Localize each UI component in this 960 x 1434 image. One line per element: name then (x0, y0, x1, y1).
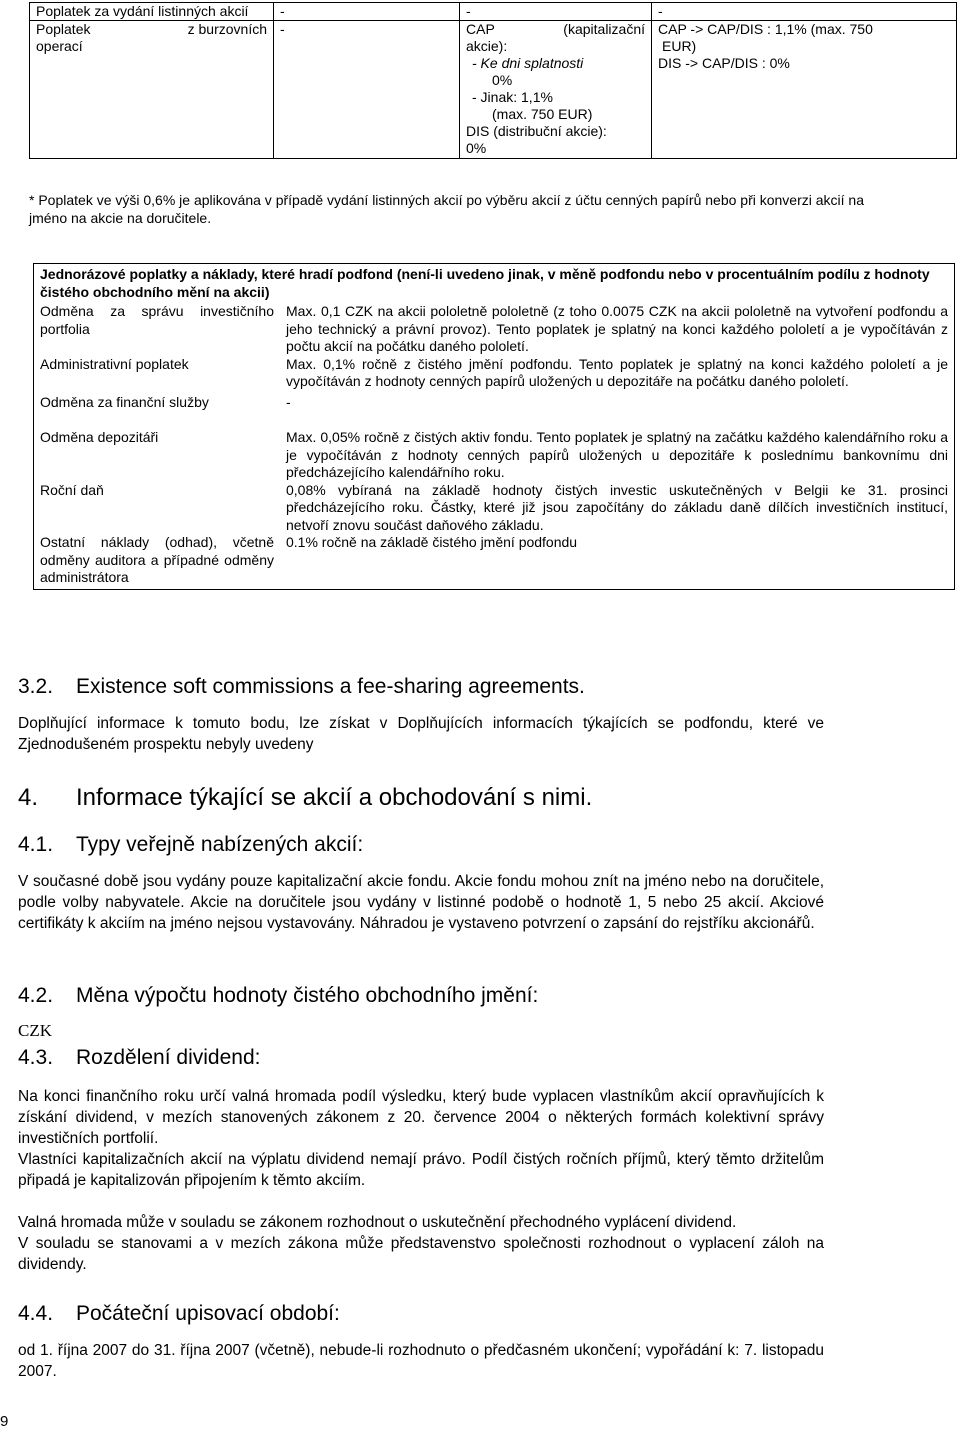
row-label: Odměna depozitáři (40, 429, 159, 445)
row-label: Ostatní náklady (odhad), včetně odměny auditora a případné odměny administrátora (40, 534, 274, 585)
row-value: 0.1% ročně na základě čistého jmění podfondu (286, 534, 578, 550)
cap-dis-cell (460, 21, 652, 159)
paragraph: Valná hromada může v souladu se zákonem rozhodnout o uskutečnění přechodného vyplácení dividend. (18, 1214, 737, 1231)
table-gap (34, 411, 955, 429)
table-row (34, 429, 955, 482)
conversion-line: DIS -> CAP/DIS : 0% (658, 55, 790, 71)
section-text: V současné době jsou vydány pouze kapitalizační akcie fondu. Akcie fondu mohou znít na jméno nebo na doručitele, podle volby nabyvatele. Akcie na doručitele jsou vydány v listinné podobě o hodnotě 1, 5 nebo 25 akcií. Akciové certifikáty k akciím na jméno nejsou vystavovány. Náhradou je vystaveno potvrzení o zapsání do rejstříku akcionářů. (18, 873, 824, 932)
section-heading: 4.3. Rozdělení dividend: (18, 1046, 261, 1069)
table-row (30, 3, 957, 21)
section-heading: 3.2. Existence soft commissions a fee-sharing agreements. (18, 675, 585, 698)
table-row (30, 21, 957, 159)
row-value: Max. 0,1% ročně z čistého jmění podfondu. Tento poplatek je splatný na konci každého pololetí a je vypočítáván z hodnoty cenných papírů uložených u depozitáře na počátku daného pololetí. (286, 355, 948, 389)
conversion-line: EUR) (662, 38, 697, 54)
cell-value: - (652, 3, 957, 21)
section-heading: 4.1. Typy veřejně nabízených akcií: (18, 833, 364, 856)
section-heading: 4.2. Měna výpočtu hodnoty čistého obchodního jmění: (18, 984, 539, 1007)
cap-title: CAP (466, 21, 495, 37)
cap-title: akcie): (466, 38, 508, 54)
cap-item: 0% (492, 72, 513, 88)
table-row (34, 391, 955, 412)
label-part: Poplatek (36, 21, 91, 37)
label-part: z burzovních (187, 21, 267, 37)
currency-value: CZK (18, 1021, 52, 1040)
section-text (18, 1086, 824, 1275)
row-label (30, 21, 274, 159)
table-header-text: Jednorázové poplatky a náklady, které hradí podfond (není-li uvedeno jinak, v měně podfondu nebo v procentuálním podílu z hodnoty čistého obchodního mění na akcii) (40, 266, 930, 300)
paragraph: Na konci finančního roku určí valná hromada podíl výsledku, který bude vyplacen vlastníkům akcií opravňujících k získání dividend, v mezích stanovených zákonem z 20. července 2004 o některých formách kolektivní správy investičních portfolií. (18, 1088, 824, 1147)
paragraph: Vlastníci kapitalizačních akcií na výplatu dividend nemají právo. Podíl čistých ročních příjmů, který těmto držitelům připadá je kapitalizován připojením k těmto akciím. (18, 1151, 824, 1189)
cap-item: - Ke dni splatnosti (472, 55, 584, 71)
table-row (34, 534, 955, 589)
cap-item: - Jinak: 1,1% (472, 89, 553, 105)
page-number: 9 (0, 1413, 9, 1430)
row-value: - (286, 393, 291, 410)
row-label: Odměna za finanční služby (40, 393, 209, 410)
cell-value: - (274, 21, 460, 159)
row-label: Poplatek za vydání listinných akcií (30, 3, 274, 21)
row-value: 0,08% vybíraná na základě hodnoty čistých investic uskutečněných v Belgii ke 31. prosinci předcházejícího roku. Částky, které již jsou započítány do základu daně dílčích investičních institucí, netvoří znovu součást daňového základu. (286, 481, 948, 533)
section-text: od 1. října 2007 do 31. října 2007 (včetně), nebude-li rozhodnuto o předčasném ukončení; vypořádání k: 7. listopadu 2007. (18, 1342, 824, 1380)
fee-table-main (33, 263, 955, 590)
conversion-cell (652, 21, 957, 159)
section-heading: 4.4. Počáteční upisovací období: (18, 1302, 340, 1325)
table-row (34, 303, 955, 356)
cap-item: (max. 750 EUR) (492, 106, 593, 122)
row-value: Max. 0,1 CZK na akcii pololetně pololetně (z toho 0.0075 CZK na akcii pololetně na vytvoření podfondu a jeho technický a právní provoz). Tento poplatek je splatný na konci každého pololetí a je vypočítáván z počtu akcií na počátku daného pololetí. (286, 303, 948, 354)
label-part: operací (36, 38, 83, 54)
row-label: Odměna za správu investičního portfolia (40, 303, 274, 337)
section-heading: 4. Informace týkající se akcií a obchodování s nimi. (18, 784, 593, 811)
row-label: Roční daň (40, 481, 104, 498)
table-header (34, 264, 955, 304)
table-row (34, 482, 955, 535)
cap-title: (kapitalizační (563, 21, 645, 37)
cell-value: - (274, 3, 460, 21)
section-text: Doplňující informace k tomuto bodu, lze získat v Doplňujících informacích týkajících se podfondu, které ve Zjednodušeném prospektu nebyly uvedeny (18, 715, 824, 753)
table-row (34, 356, 955, 391)
row-label: Administrativní poplatek (40, 355, 189, 372)
cell-value: - (460, 3, 652, 21)
conversion-line: CAP -> CAP/DIS : 1,1% (max. 750 (658, 21, 873, 37)
row-value: Max. 0,05% ročně z čistých aktiv fondu. Tento poplatek je splatný na začátku každého kalendářního roku a je vypočítáván z hodnoty cenných papírů uložených u depozitáře k poslednímu bankovnímu dni předcházejícího kalendářního roku. (286, 429, 948, 480)
paragraph: V souladu se stanovami a v mezích zákona může představenstvo společnosti rozhodnout o vyplacení záloh na dividendy. (18, 1235, 824, 1273)
dis-value: 0% (466, 140, 487, 156)
footnote: * Poplatek ve výši 0,6% je aplikována v případě vydání listinných akcií po výběru akcií z účtu cenných papírů nebo při konverzi akcií na jméno na akcie na doručitele. (29, 192, 865, 226)
fee-table-top (29, 2, 957, 159)
dis-title: DIS (distribuční akcie): (466, 123, 607, 139)
